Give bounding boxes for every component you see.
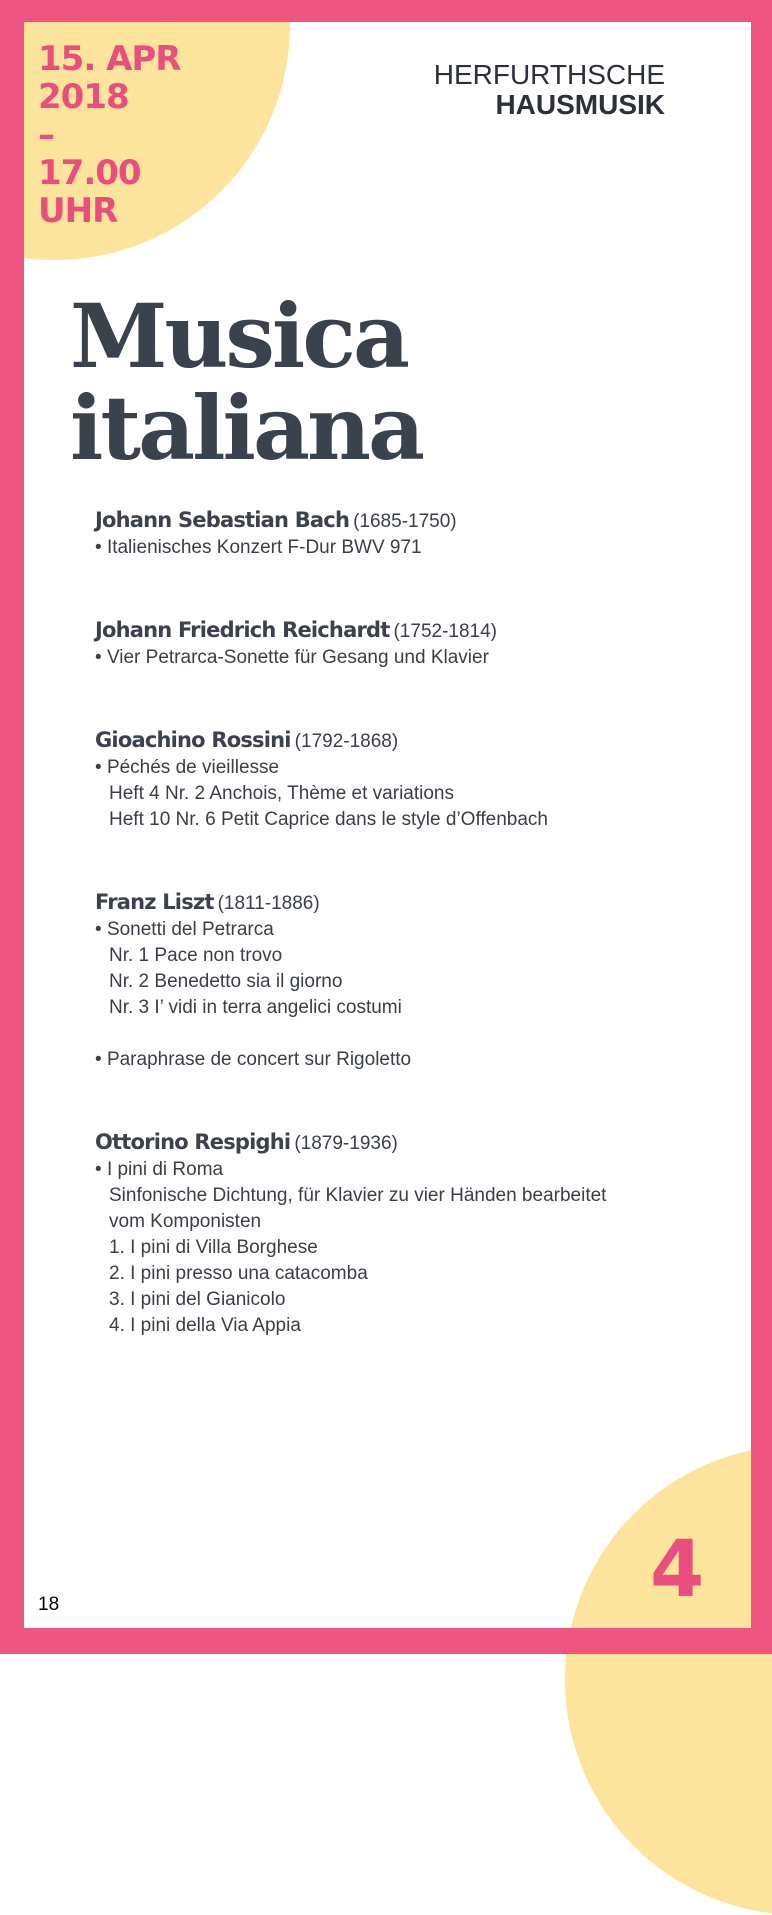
date-time-unit: UHR [38,191,118,231]
composer-name: Ottorino Respighi [95,1130,291,1154]
date-time: 17.00 [38,153,141,193]
brand-top: HERFURTHSCHE [433,59,665,90]
composer-name: Franz Liszt [95,890,214,914]
composer-years: (1752-1814) [393,621,498,642]
brand-bottom: HAUSMUSIK [495,89,665,120]
entry-heading [95,615,725,645]
work-detail: Nr. 2 Benedetto sia il giorno [109,971,343,992]
program-entry [95,725,725,833]
work-movement: 3. I pini del Gianicolo [109,1289,286,1310]
composer-name: Gioachino Rossini [95,728,291,752]
composer-years: (1685-1750) [353,511,457,532]
frame-right-border [751,0,772,1654]
composer-years: (1811-1886) [217,893,320,914]
work-movement: 4. I pini della Via Appia [109,1315,301,1336]
work-detail: Heft 10 Nr. 6 Petit Caprice dans le style d’Offenbach [109,809,548,830]
work-detail: Heft 4 Nr. 2 Anchois, Thème et variations [109,783,454,804]
event-date [38,40,180,230]
entry-heading [95,887,725,917]
corner-circle-bottom-right [565,1445,772,1915]
brand-logo [380,60,665,120]
title-line-2: italiana [70,376,422,480]
page-title [70,284,422,480]
date-day-month: 15. APR [38,39,181,79]
page-number: 18 [38,1594,60,1615]
frame-left-border [0,0,24,1654]
entry-heading [95,505,725,535]
section-number: 4 [650,1525,705,1615]
program-entry [95,1127,725,1339]
work-title: • Péchés de vieillesse [95,755,725,781]
entry-heading [95,725,725,755]
work-detail: vom Komponisten [109,1211,262,1232]
composer-name: Johann Friedrich Reichardt [95,618,390,642]
work-title: • I pini di Roma [95,1157,725,1183]
composer-name: Johann Sebastian Bach [95,508,350,532]
date-year: 2018 [38,77,129,117]
work-title: • Italienisches Konzert F-Dur BWV 971 [95,535,725,561]
work-title: • Paraphrase de concert sur Rigoletto [95,1047,725,1073]
composer-years: (1792-1868) [294,731,399,752]
program-entry [95,505,725,561]
program-entry [95,887,725,1073]
title-line-1: Musica [70,284,407,388]
spacer [95,1021,725,1047]
work-movement: 1. I pini di Villa Borghese [109,1237,318,1258]
program-list [95,505,725,1393]
frame-bottom-border [0,1628,772,1654]
entry-heading [95,1127,725,1157]
work-detail: Sinfonische Dichtung, für Klavier zu vier Händen bearbeitet [109,1185,607,1206]
frame-top-border [0,0,772,22]
work-title: • Sonetti del Petrarca [95,917,725,943]
work-detail: Nr. 3 I’ vidi in terra angelici costumi [109,997,402,1018]
composer-years: (1879-1936) [294,1133,398,1154]
work-movement: 2. I pini presso una catacomba [109,1263,368,1284]
program-entry [95,615,725,671]
work-title: • Vier Petrarca-Sonette für Gesang und Klavier [95,645,725,671]
work-detail: Nr. 1 Pace non trovo [109,945,283,966]
date-dash: – [38,115,54,155]
